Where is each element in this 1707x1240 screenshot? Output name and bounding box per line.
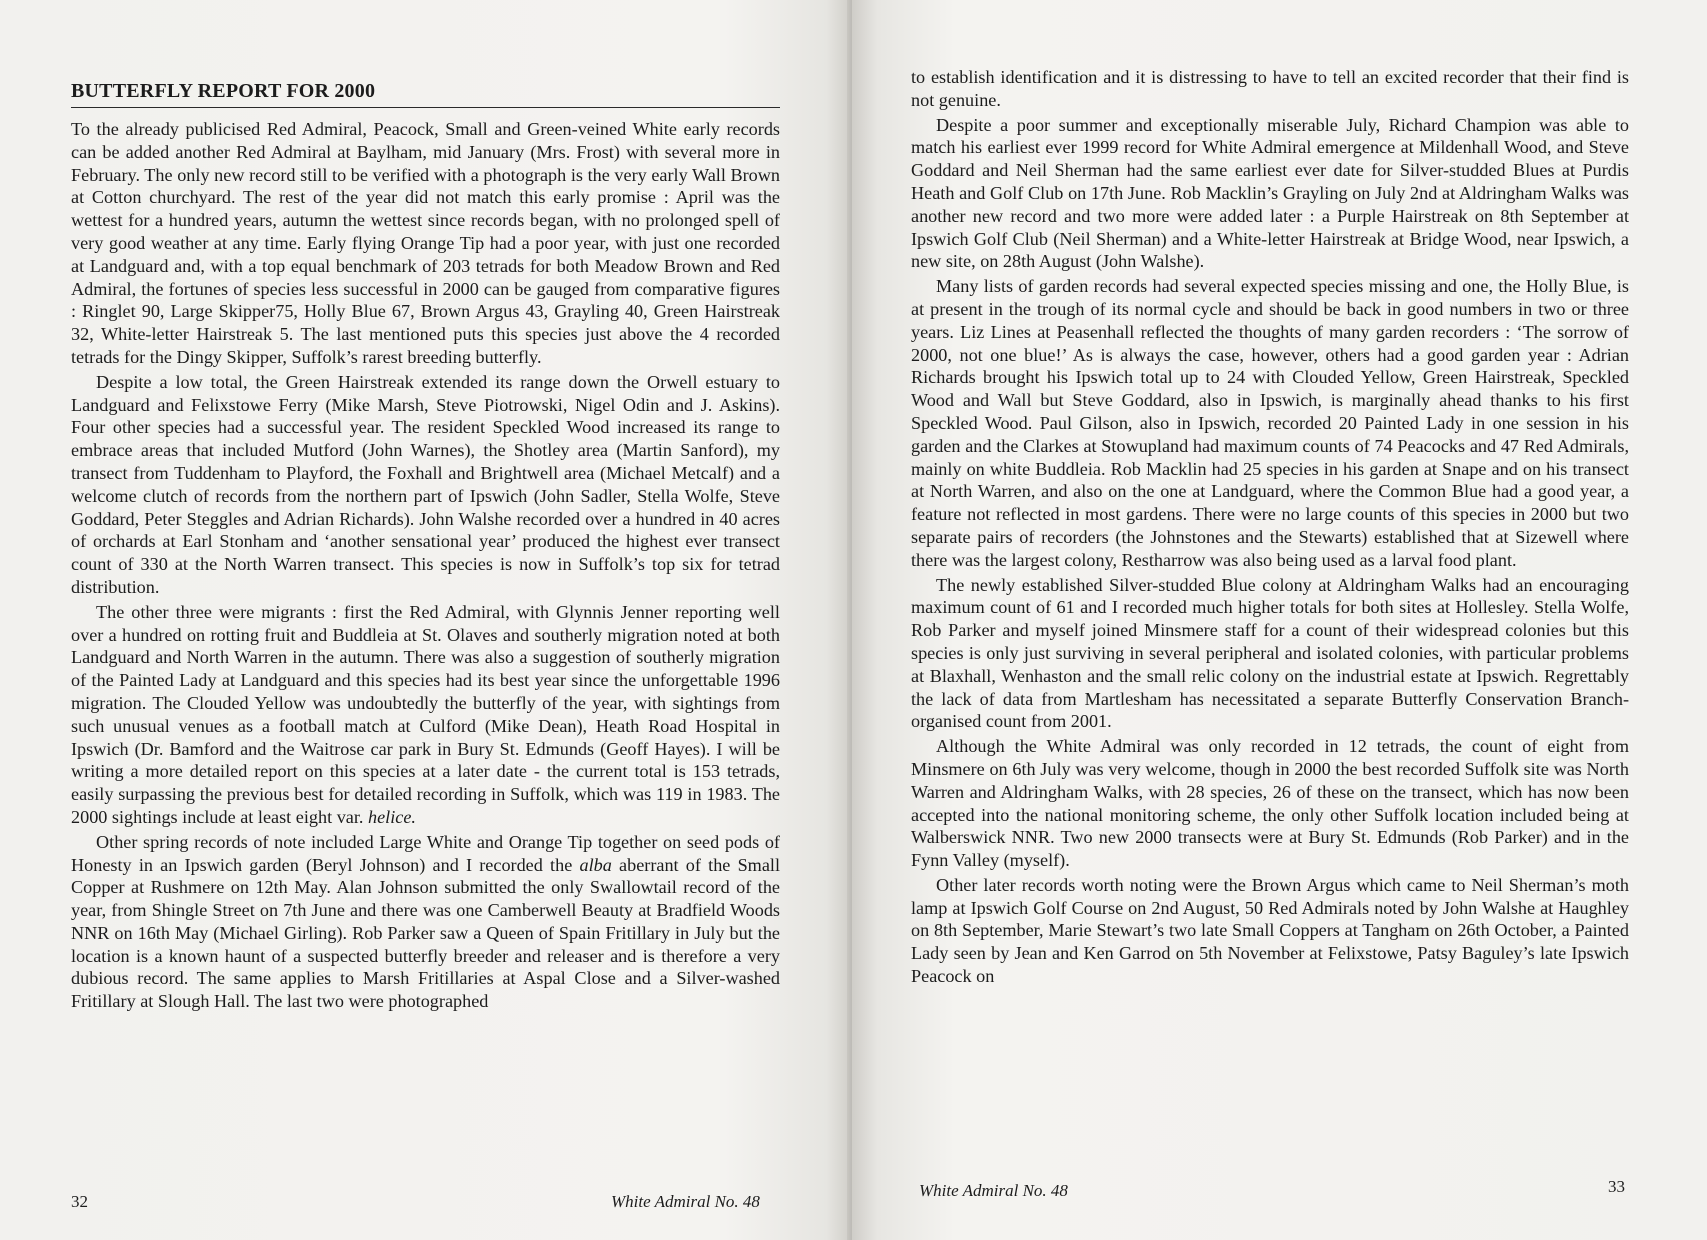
paragraph: The newly established Silver-studded Blue colony at Aldringham Walks had an encouraging maximum count of 61 and I recorded much higher totals for both sites at Hollesley. Stella Wolfe, Rob Parker and myself joined Minsmere staff for a count of their widespread colonies but this species is only just surviving in several peripheral and isolated colonies, with particular problems at Blaxhall, Wenhaston and the small relic colony on the industrial estate at Ipswich. Regrettably the lack of data from Martlesham has necessitated a separate Butterfly Conservation Branch-organised count from 2001. (911, 574, 1629, 732)
left-journal-name: White Admiral No. 48 (611, 1192, 760, 1211)
left-page (0, 0, 852, 1240)
left-text-column (71, 72, 780, 1013)
paragraph: Other later records worth noting were the Brown Argus which came to Neil Sherman’s moth lamp at Ipswich Golf Course on 2nd August, 50 Red Admirals noted by John Walshe at Haughley on 8th September, Marie Stewart’s two late Small Coppers at Tangham on 26th October, a Painted Lady seen by Jean and Ken Garrod on 5th November at Felixstowe, Patsy Baguley’s late Ipswich Peacock on (911, 874, 1629, 987)
right-text-column (911, 66, 1629, 988)
paragraph: to establish identification and it is distressing to have to tell an excited recorder that their find is not genuine. (911, 67, 1629, 110)
paragraph-text: The other three were migrants : first the Red Admiral, with Glynnis Jenner reporting well over a hundred on rotting fruit and Buddleia at St. Olaves and southerly migration noted at both Landguard and North Warren in the autumn. There was also a suggestion of southerly migration of the Painted Lady at Landguard and this species had its best year since the unforgettable 1996 migration. The Clouded Yellow was undoubtedly the butterfly of the year, with sightings from such unusual venues as a football match at Culford (Mike Dean), Heath Road Hospital in Ipswich (Dr. Bamford and the Waitrose car park in Bury St. Edmunds (Geoff Hayes). I will be writing a more detailed report on this species at a later date - the current total is 153 tetrads, easily surpassing the previous best for detailed recording in Suffolk, which was 119 in 1983. The 2000 sightings include at least eight var. (71, 601, 780, 827)
report-title: BUTTERFLY REPORT FOR 2000 (71, 80, 780, 108)
paragraph: Many lists of garden records had several expected species missing and one, the Holly Blue, is at present in the trough of its normal cycle and should be back in good numbers in two or three years. Liz Lines at Peasenhall reflected the thoughts of many garden recorders : ‘The sorrow of 2000, not one blue!’ As is always the case, however, others had a good garden year : Adrian Richards brought his Ipswich total up to 24 with Clouded Yellow, Green Hairstreak, Speckled Wood and Wall but Steve Goddard, also in Ipswich, is marginally ahead thanks to his first Speckled Wood. Paul Gilson, also in Ipswich, recorded 20 Painted Lady in one session in his garden and the Clarkes at Stowupland had maximum counts of 74 Peacocks and 47 Red Admirals, mainly on white Buddleia. Rob Macklin had 25 species in his garden at Snape and on his transect at North Warren, and also on the one at Landguard, where the Common Blue had a good year, a feature not reflected in most gardens. There were no large counts of this species in 2000 but two separate pairs of recorders (the Johnstones and the Stewarts) established that at Sizewell where there was the largest colony, Restharrow was also being used as a larval food plant. (911, 276, 1629, 570)
left-page-number: 32 (71, 1192, 88, 1211)
paragraph (71, 831, 780, 1013)
paragraph: To the already publicised Red Admiral, Peacock, Small and Green-veined White early records can be added another Red Admiral at Baylham, mid January (Mrs. Frost) with several more in February. The only new record still to be verified with a photograph is the very early Wall Brown at Cotton churchyard. The rest of the year did not match this early promise : April was the wettest for a hundred years, autumn the wettest since records began, with no prolonged spell of very good weather at any time. Early flying Orange Tip had a poor year, with just one recorded at Landguard and, with a top equal benchmark of 203 tetrads for both Meadow Brown and Red Admiral, the fortunes of species less successful in 2000 can be gauged from comparative figures : Ringlet 90, Large Skipper75, Holly Blue 67, Brown Argus 43, Grayling 40, Green Hairstreak 32, White-letter Hairstreak 5. The last mentioned puts this species just above the 4 recorded tetrads for the Dingy Skipper, Suffolk’s rarest breeding butterfly. (71, 119, 780, 367)
paragraph: Despite a poor summer and exceptionally miserable July, Richard Champion was able to match his earliest ever 1999 record for White Admiral emergence at Mildenhall Wood, and Steve Goddard and Neil Sherman had the same earliest ever date for Silver-studded Blues at Purdis Heath and Golf Club on 17th June. Rob Macklin’s Grayling on July 2nd at Aldringham Walks was another new record and two more were added later : a Purple Hairstreak on 8th September at Ipswich Golf Club (Neil Sherman) and a White-letter Hairstreak at Bridge Wood, near Ipswich, a new site, on 28th August (John Walshe). (911, 114, 1629, 272)
right-page (852, 0, 1707, 1240)
right-journal-name: White Admiral No. 48 (919, 1181, 1068, 1200)
italic-term: alba (579, 854, 612, 875)
italic-term: helice. (368, 806, 416, 827)
right-page-number: 33 (1608, 1177, 1625, 1196)
paragraph-text: aberrant of the Small Copper at Rushmere on 12th May. Alan Johnson submitted the only Swallowtail record of the year, from Shingle Street on 7th June and there was one Camberwell Beauty at Bradfield Woods NNR on 16th May (Michael Girling). Rob Parker saw a Queen of Spain Fritillary in July but the location is a known haunt of a suspected butterfly breeder and releaser and is therefore a very dubious record. The same applies to Marsh Fritillaries at Aspal Close and a Silver-washed Fritillary at Slough Hall. The last two were photographed (71, 854, 781, 1012)
paragraph-text: Other spring records of note included Large White and Orange Tip together on seed pods of Honesty in an Ipswich garden (Beryl Johnson) and I recorded the (71, 831, 780, 875)
paragraph: Although the White Admiral was only recorded in 12 tetrads, the count of eight from Minsmere on 6th July was very welcome, though in 2000 the best recorded Suffolk site was North Warren and Aldringham Walks, with 28 species, 26 of these on the transect, which has now been accepted into the national monitoring scheme, the only other Suffolk location included being at Walberswick NNR. Two new 2000 transects were at Bury St. Edmunds (Rob Parker) and in the Fynn Valley (myself). (911, 736, 1629, 871)
paragraph: Despite a low total, the Green Hairstreak extended its range down the Orwell estuary to Landguard and Felixstowe Ferry (Mike Marsh, Steve Piotrowski, Nigel Odin and J. Askins). Four other species had a successful year. The resident Speckled Wood increased its range to embrace areas that included Mutford (John Warnes), the Shotley area (Martin Sanford), my transect from Tuddenham to Playford, the Foxhall and Brightwell area (Michael Metcalf) and a welcome clutch of records from the northern part of Ipswich (John Sadler, Stella Wolfe, Steve Goddard, Peter Steggles and Adrian Richards). John Walshe recorded over a hundred in 40 acres of orchards at Earl Stonham and ‘another sensational year’ produced the highest ever transect count of 330 at the North Warren transect. This species is now in Suffolk’s top six for tetrad distribution. (71, 371, 780, 597)
paragraph (71, 601, 780, 829)
